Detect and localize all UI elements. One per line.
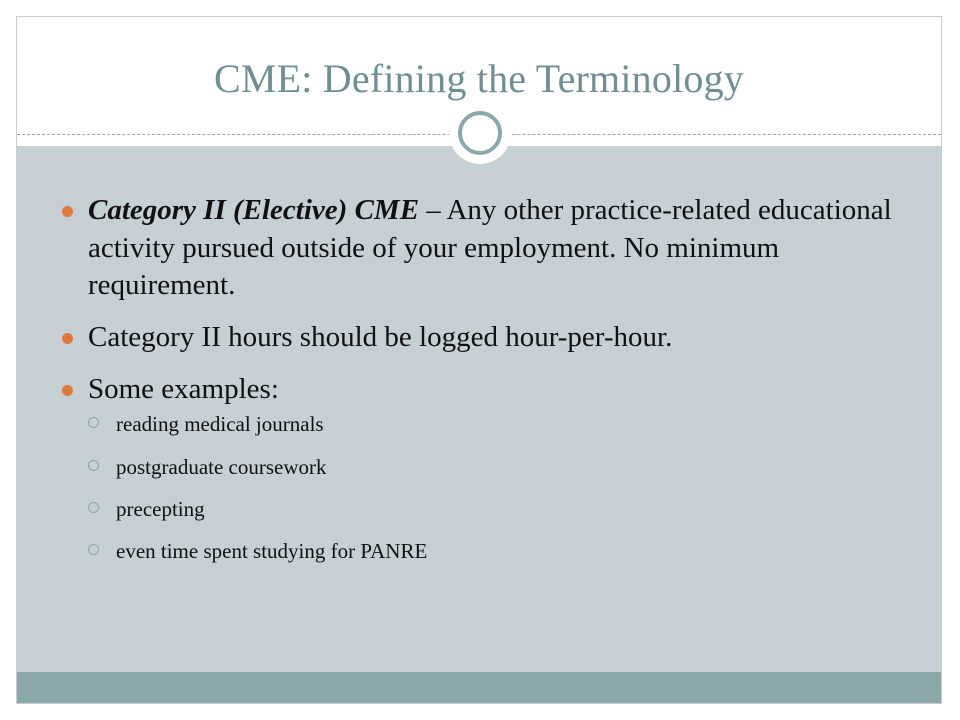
hollow-circle-bullet-icon (88, 460, 99, 471)
bullet-list (60, 192, 920, 581)
circle-ring-icon (449, 102, 511, 164)
bullet-item (60, 192, 920, 305)
bullet-text: Some examples: (88, 372, 279, 405)
hollow-circle-bullet-icon (88, 417, 99, 428)
sub-bullet-item (88, 412, 920, 437)
sub-bullet-text: even time spent studying for PANRE (116, 539, 428, 563)
hollow-circle-bullet-icon (88, 502, 99, 513)
footer-band (17, 672, 941, 704)
sub-bullet-text: reading medical journals (116, 412, 324, 437)
sub-bullet-list (88, 412, 920, 564)
bullet-item (60, 319, 920, 357)
hollow-circle-bullet-icon (88, 544, 99, 555)
filled-circle-bullet-icon (62, 333, 73, 344)
filled-circle-bullet-icon (62, 385, 73, 396)
bullet-item (60, 371, 920, 564)
bullet-lead: Category II (Elective) CME (88, 194, 420, 226)
sub-bullet-text: precepting (116, 496, 205, 521)
sub-bullet-item (88, 539, 920, 564)
ring (458, 111, 502, 155)
sub-bullet-item (88, 455, 920, 480)
sub-bullet-item (88, 497, 920, 522)
filled-circle-bullet-icon (62, 206, 73, 217)
bullet-text: – Any other practice-related educational activity pursued outside of your employment. No minimum requirement. (88, 194, 892, 302)
slide-title: CME: Defining the Terminology (214, 56, 744, 101)
sub-bullet-text: postgraduate coursework (116, 454, 327, 479)
bullet-text: Category II hours should be logged hour-per-hour. (88, 321, 673, 354)
